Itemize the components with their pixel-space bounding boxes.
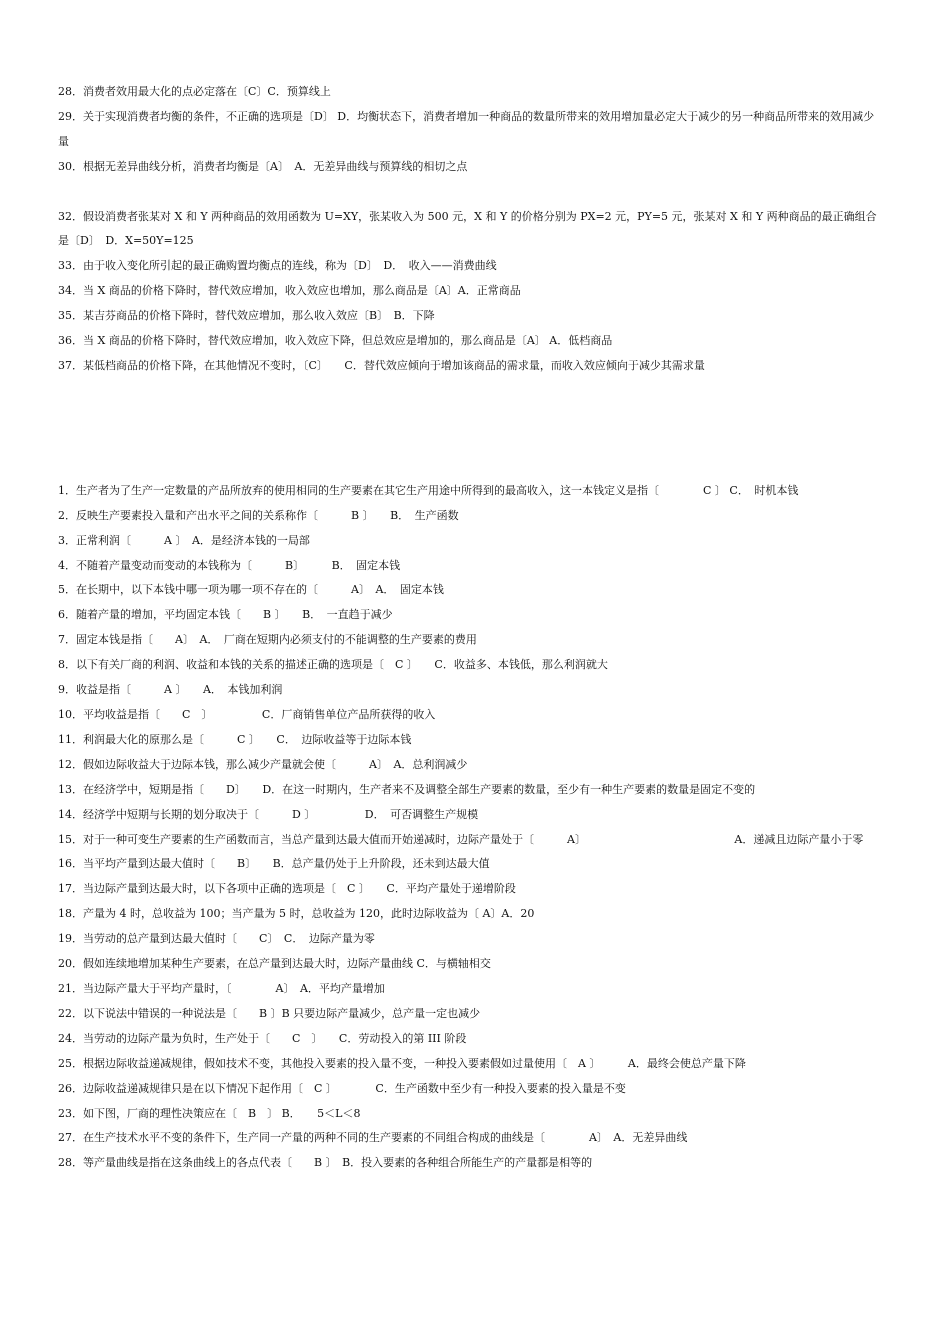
question-line: 20．假如连续地增加某种生产要素，在总产量到达最大时，边际产量曲线 C．与横轴相交 xyxy=(58,957,491,971)
question-line: 32．假设消费者张某对 X 和 Y 两种商品的效用函数为 U=XY，张某收入为 500 元，X 和 Y 的价格分别为 PX=2 元，PY=5 元，张某对 X 和 Y 两种商品的最正确组合是〔D〕 D．X=50Y=125 xyxy=(58,209,877,248)
question-line: 23．如下图，厂商的理性决策应在〔 B 〕 B． 5＜L＜8 xyxy=(58,1106,361,1120)
question-line: 5．在长期中，以下本钱中哪一项为哪一项不存在的〔 A〕 A． 固定本钱 xyxy=(58,583,444,597)
question-line: 35．某吉芬商品的价格下降时，替代效应增加，那么收入效应〔B〕 B．下降 xyxy=(58,309,435,323)
question-line: 12．假如边际收益大于边际本钱，那么减少产量就会使〔 A〕 A．总利润减少 xyxy=(58,757,468,771)
spacer xyxy=(58,180,880,205)
question-line: 17．当边际产量到达最大时，以下各项中正确的选项是〔 C 〕 C．平均产量处于递增阶段 xyxy=(58,882,516,896)
question-line: 16．当平均产量到达最大值时〔 B〕 B．总产量仍处于上升阶段，还未到达最大值 xyxy=(58,857,490,871)
question-line: 22．以下说法中错误的一种说法是〔 B 〕B 只要边际产量减少，总产量一定也减少 xyxy=(58,1006,481,1020)
question-line: 13．在经济学中，短期是指〔 D〕 D．在这一时期内，生产者来不及调整全部生产要素的数量，至少有一种生产要素的数量是固定不变的 xyxy=(58,782,756,796)
question-line: 37．某低档商品的价格下降，在其他情况不变时，〔C〕 C．替代效应倾向于增加该商品的需求量，而收入效应倾向于减少其需求量 xyxy=(58,358,705,372)
question-line: 28．消费者效用最大化的点必定落在〔C〕C．预算线上 xyxy=(58,85,331,98)
question-line: 29．关于实现消费者均衡的条件，不正确的选项是〔D〕 D．均衡状态下，消费者增加一种商品的数量所带来的效用增加量必定大于减少的另一种商品所带来的效用减少量 xyxy=(58,109,875,148)
question-line: 27．在生产技术水平不变的条件下，生产同一产量的两种不同的生产要素的不同组合构成的曲线是〔 A〕 A．无差异曲线 xyxy=(58,1131,688,1145)
question-line: 21．当边际产量大于平均产量时，〔 A〕 A．平均产量增加 xyxy=(58,981,385,995)
document-page xyxy=(58,80,880,1176)
question-line: 4．不随着产量变动而变动的本钱称为〔 B〕 B． 固定本钱 xyxy=(58,558,401,572)
question-line: 8．以下有关厂商的利润、收益和本钱的关系的描述正确的选项是〔 C 〕 C．收益多、本钱低，那么利润就大 xyxy=(58,658,608,672)
question-line: 26．边际收益递减规律只是在以下情况下起作用〔 C 〕 C．生产函数中至少有一种投入要素的投入量是不变 xyxy=(58,1081,626,1095)
question-line: 14．经济学中短期与长期的划分取决于〔 D 〕 D． 可否调整生产规模 xyxy=(58,807,479,821)
question-line: 1．生产者为了生产一定数量的产品所放弃的使用相同的生产要素在其它生产用途中所得到的最高收入，这一本钱定义是指〔 C 〕 C． 时机本钱 xyxy=(58,483,799,497)
question-line: 15．对于一种可变生产要素的生产函数而言，当总产量到达最大值而开始递减时，边际产量处于〔 A〕 A．递减且边际产量小于零 xyxy=(58,832,864,846)
question-line: 6．随着产量的增加，平均固定本钱〔 B 〕 B． 一直趋于减少 xyxy=(58,608,393,622)
question-line: 7．固定本钱是指〔 A〕 A． 厂商在短期内必须支付的不能调整的生产要素的费用 xyxy=(58,633,477,647)
question-line: 9．收益是指〔 A 〕 A． 本钱加利润 xyxy=(58,683,283,697)
section-production-and-cost xyxy=(58,479,880,1176)
question-line: 3．正常利润〔 A 〕 A．是经济本钱的一局部 xyxy=(58,533,310,547)
question-line: 2．反映生产要素投入量和产出水平之间的关系称作〔 B 〕 B． 生产函数 xyxy=(58,508,459,522)
question-line: 10．平均收益是指〔 C 〕 C．厂商销售单位产品所获得的收入 xyxy=(58,708,436,722)
spacer xyxy=(58,379,880,479)
question-line: 28．等产量曲线是指在这条曲线上的各点代表〔 B 〕 B．投入要素的各种组合所能生产的产量都是相等的 xyxy=(58,1156,593,1170)
section-consumer-equilibrium-part2 xyxy=(58,205,880,379)
question-line: 34．当 X 商品的价格下降时，替代效应增加，收入效应也增加，那么商品是〔A〕A．正常商品 xyxy=(58,284,521,298)
question-line: 19．当劳动的总产量到达最大值时〔 C〕 C． 边际产量为零 xyxy=(58,932,375,946)
question-line: 33．由于收入变化所引起的最正确购置均衡点的连线，称为〔D〕 D． 收入——消费曲线 xyxy=(58,259,497,273)
question-line: 25．根据边际收益递减规律，假如技术不变，其他投入要素的投入量不变，一种投入要素假如过量使用〔 A 〕 A．最终会使总产量下降 xyxy=(58,1056,746,1070)
question-line: 18．产量为 4 时，总收益为 100；当产量为 5 时，总收益为 120，此时边际收益为〔 A〕A．20 xyxy=(58,907,535,921)
question-line: 36．当 X 商品的价格下降时，替代效应增加，收入效应下降，但总效应是增加的，那么商品是〔A〕 A．低档商品 xyxy=(58,334,613,348)
question-line: 24．当劳动的边际产量为负时，生产处于〔 C 〕 C．劳动投入的第 III 阶段 xyxy=(58,1031,467,1045)
question-line: 30．根据无差异曲线分析，消费者均衡是〔A〕 A．无差异曲线与预算线的相切之点 xyxy=(58,159,468,173)
question-line: 11．利润最大化的原那么是〔 C 〕 C． 边际收益等于边际本钱 xyxy=(58,732,412,746)
section-consumer-equilibrium-part1 xyxy=(58,80,880,180)
